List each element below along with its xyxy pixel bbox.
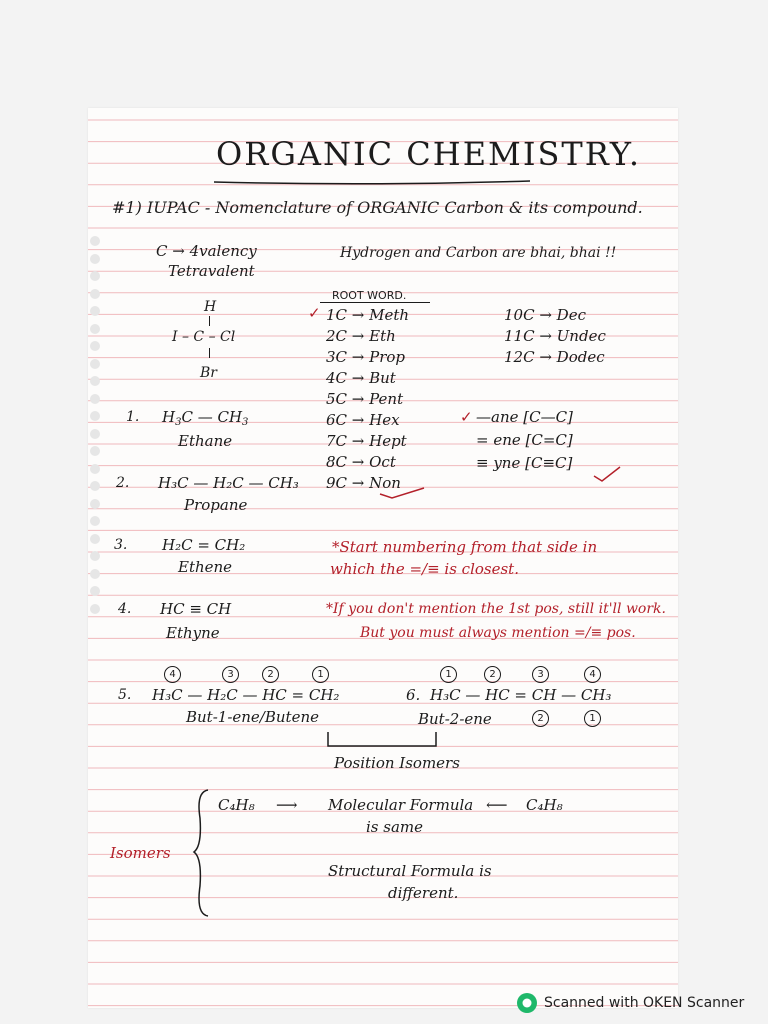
binder-hole	[90, 569, 100, 579]
example-3-number: 3.	[114, 537, 128, 553]
oken-logo-icon	[516, 992, 538, 1014]
root-word-item: 4C → But	[326, 369, 396, 387]
root-word-item: 12C → Dodec	[504, 348, 605, 366]
binder-hole	[90, 341, 100, 351]
tick-mark-icon: ✓	[308, 304, 321, 322]
isomers-label: Isomers	[110, 844, 171, 862]
binder-hole	[90, 359, 100, 369]
binder-hole	[90, 481, 100, 491]
binder-hole	[90, 394, 100, 404]
root-word-item: 6C → Hex	[326, 411, 400, 429]
different-label: different.	[388, 884, 459, 902]
red-note-2a: *If you don't mention the 1st pos, still it'll work.	[326, 601, 666, 617]
structure-bond-top	[209, 316, 210, 326]
page-title: ORGANIC CHEMISTRY.	[216, 135, 641, 173]
isomer-bracket	[324, 730, 440, 750]
root-word-title: ROOT WORD.	[332, 289, 407, 302]
molecular-formula-label: Molecular Formula	[328, 796, 474, 814]
section-heading: #1) IUPAC - Nomenclature of ORGANIC Carbon & its compound.	[112, 198, 643, 217]
root-word-item: 10C → Dec	[504, 306, 586, 324]
root-word-item: 5C → Pent	[326, 390, 404, 408]
binder-hole	[90, 464, 100, 474]
position-circle: 1	[312, 666, 329, 683]
example-2-formula: H₃C — H₂C — CH₃	[158, 474, 299, 492]
curly-brace	[192, 788, 212, 918]
root-word-item: 3C → Prop	[326, 348, 406, 366]
position-isomers-label: Position Isomers	[334, 754, 460, 772]
tetravalent-label: Tetravalent	[168, 262, 255, 280]
example-5-name: But-1-ene/Butene	[186, 708, 319, 726]
notebook-page	[88, 108, 678, 1008]
position-circle: 2	[262, 666, 279, 683]
suffix-ene: = ene [C=C]	[476, 431, 573, 449]
binder-hole	[90, 534, 100, 544]
example-1-formula	[162, 410, 248, 428]
valency-line: C → 4valency	[156, 242, 257, 260]
example-2-name: Propane	[184, 496, 248, 514]
root-word-item: 9C → Non	[326, 474, 401, 492]
suffix-tick-icon: ✓	[460, 408, 473, 426]
example-3-formula: H₂C = CH₂	[162, 536, 246, 554]
position-circle: 4	[164, 666, 181, 683]
binder-hole	[90, 499, 100, 509]
root-word-item: 8C → Oct	[326, 453, 396, 471]
position-circle: 3	[532, 666, 549, 683]
binder-hole	[90, 551, 100, 561]
structure-br: Br	[200, 365, 217, 381]
binder-hole	[90, 324, 100, 334]
position-circle: 2	[484, 666, 501, 683]
binder-hole	[90, 306, 100, 316]
ethane-part-h: H	[162, 408, 176, 426]
binder-hole	[90, 271, 100, 281]
binder-hole	[90, 446, 100, 456]
position-circle: 1	[440, 666, 457, 683]
example-1-number: 1.	[126, 409, 140, 425]
root-word-item: 1C → Meth	[326, 306, 410, 324]
isomers-right-formula: C₄H₈	[526, 796, 563, 814]
suffix-check-icon	[592, 464, 622, 484]
binder-hole	[90, 236, 100, 246]
red-note-1b: which the =/≡ is closest.	[330, 560, 519, 578]
position-circle: 3	[222, 666, 239, 683]
example-4-name: Ethyne	[166, 624, 220, 642]
root-word-item: 7C → Hept	[326, 432, 407, 450]
structure-h: H	[204, 299, 217, 315]
binder-hole	[90, 429, 100, 439]
example-3-name: Ethene	[178, 558, 233, 576]
binder-hole	[90, 289, 100, 299]
arrow-right-icon: ⟶	[276, 796, 298, 814]
root-word-item: 2C → Eth	[326, 327, 396, 345]
root-word-underline	[320, 302, 430, 303]
scanner-footer	[516, 992, 744, 1014]
title-underline	[212, 178, 532, 186]
position-circle: 4	[584, 666, 601, 683]
binder-hole	[90, 586, 100, 596]
structure-chain: I – C – Cl	[172, 329, 236, 345]
suffix-yne: ≡ yne [C≡C]	[476, 454, 573, 472]
ethane-sub-3b: 3	[242, 417, 249, 428]
example-4-number: 4.	[118, 601, 132, 617]
suffix-ane: —ane [C—C]	[476, 408, 573, 426]
example-1-name: Ethane	[178, 432, 233, 450]
example-4-formula: HC ≡ CH	[160, 600, 232, 618]
bhai-note: Hydrogen and Carbon are bhai, bhai !!	[340, 245, 617, 261]
isomers-left-formula: C₄H₈	[218, 796, 255, 814]
ethane-part-c-ch: C — CH	[181, 408, 243, 426]
red-note-2b: But you must always mention =/≡ pos.	[360, 625, 636, 641]
red-check-icon	[378, 486, 428, 500]
position-circle: 1	[584, 710, 601, 727]
example-2-number: 2.	[116, 475, 130, 491]
is-same-label: is same	[366, 818, 424, 836]
binder-hole	[90, 254, 100, 264]
root-word-item: 11C → Undec	[504, 327, 606, 345]
position-circle: 2	[532, 710, 549, 727]
binder-hole	[90, 376, 100, 386]
red-note-1a: *Start numbering from that side in	[332, 538, 598, 556]
scanner-label: Scanned with OKEN Scanner	[544, 995, 745, 1011]
example-6-formula: H₃C — HC = CH — CH₃	[430, 686, 612, 704]
example-5-formula: H₃C — H₂C — HC = CH₂	[152, 686, 340, 704]
example-6-number: 6.	[406, 686, 421, 704]
example-6-name: But-2-ene	[418, 710, 492, 728]
binder-hole	[90, 516, 100, 526]
binder-hole	[90, 604, 100, 614]
arrow-left-icon: ⟵	[486, 796, 508, 814]
structure-bond-bottom	[209, 348, 210, 358]
example-5-number: 5.	[118, 687, 132, 703]
structural-formula-label: Structural Formula is	[328, 862, 492, 880]
ethane-sub-3a: 3	[175, 417, 182, 428]
binder-hole	[90, 411, 100, 421]
